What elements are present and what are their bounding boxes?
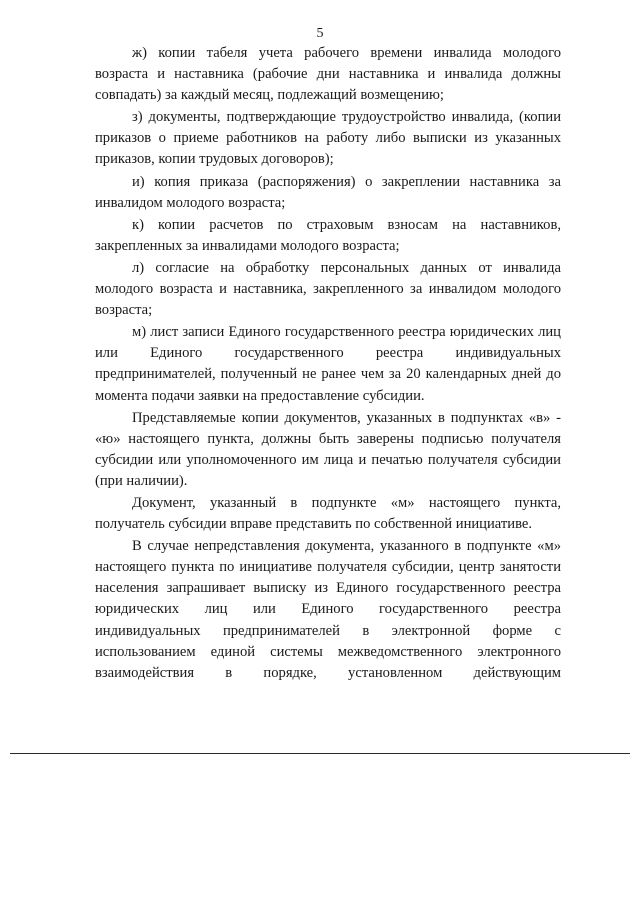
paragraph-item-m: м) лист записи Единого государственного реестра юридических лиц или Единого государственного реестра индивидуальных предпринимателей, полученный не ранее чем за 20 календарных дней до момента подачи заявки на предоставление субсидии.	[95, 324, 561, 404]
page-number: 5	[316, 26, 324, 41]
document-body	[95, 43, 561, 684]
paragraph-non-submission: В случае непредставления документа, указанного в подпункте «м» настоящего пункта по инициативе получателя субсидии, центр занятости населения запрашивает выписку из Единого государственного реестра юридических лиц или Единого государственного реестра индивидуальных предпринимателей в электронной форме с использованием единой системы межведомственного электронного взаимодействия в порядке, установленном действующим	[95, 538, 561, 681]
paragraph-item-k: к) копии расчетов по страховым взносам на наставников, закрепленных за инвалидами молодого возраста;	[95, 216, 561, 254]
paragraph-item-i: и) копия приказа (распоряжения) о закреплении наставника за инвалидом молодого возраста;	[95, 173, 561, 211]
paragraph-item-zh: ж) копии табеля учета рабочего времени инвалида молодого возраста и наставника (рабочие дни наставника и инвалида должны совпадать) за каждый месяц, подлежащий возмещению;	[95, 45, 561, 104]
footer-divider	[10, 753, 630, 754]
paragraph-certification: Представляемые копии документов, указанных в подпунктах «в» - «ю» настоящего пункта, должны быть заверены подписью получателя субсидии или уполномоченного им лица и печатью получателя субсидии (при наличии).	[95, 409, 561, 489]
paragraph-item-l: л) согласие на обработку персональных данных от инвалида молодого возраста и наставника, закрепленного за инвалидом молодого возраста;	[95, 259, 561, 319]
paragraph-own-initiative: Документ, указанный в подпункте «м» настоящего пункта, получатель субсидии вправе представить по собственной инициативе.	[95, 494, 561, 533]
paragraph-item-z: з) документы, подтверждающие трудоустройство инвалида, (копии приказов о приеме работников на работу либо выписки из указанных приказов, копии трудовых договоров);	[95, 109, 561, 168]
